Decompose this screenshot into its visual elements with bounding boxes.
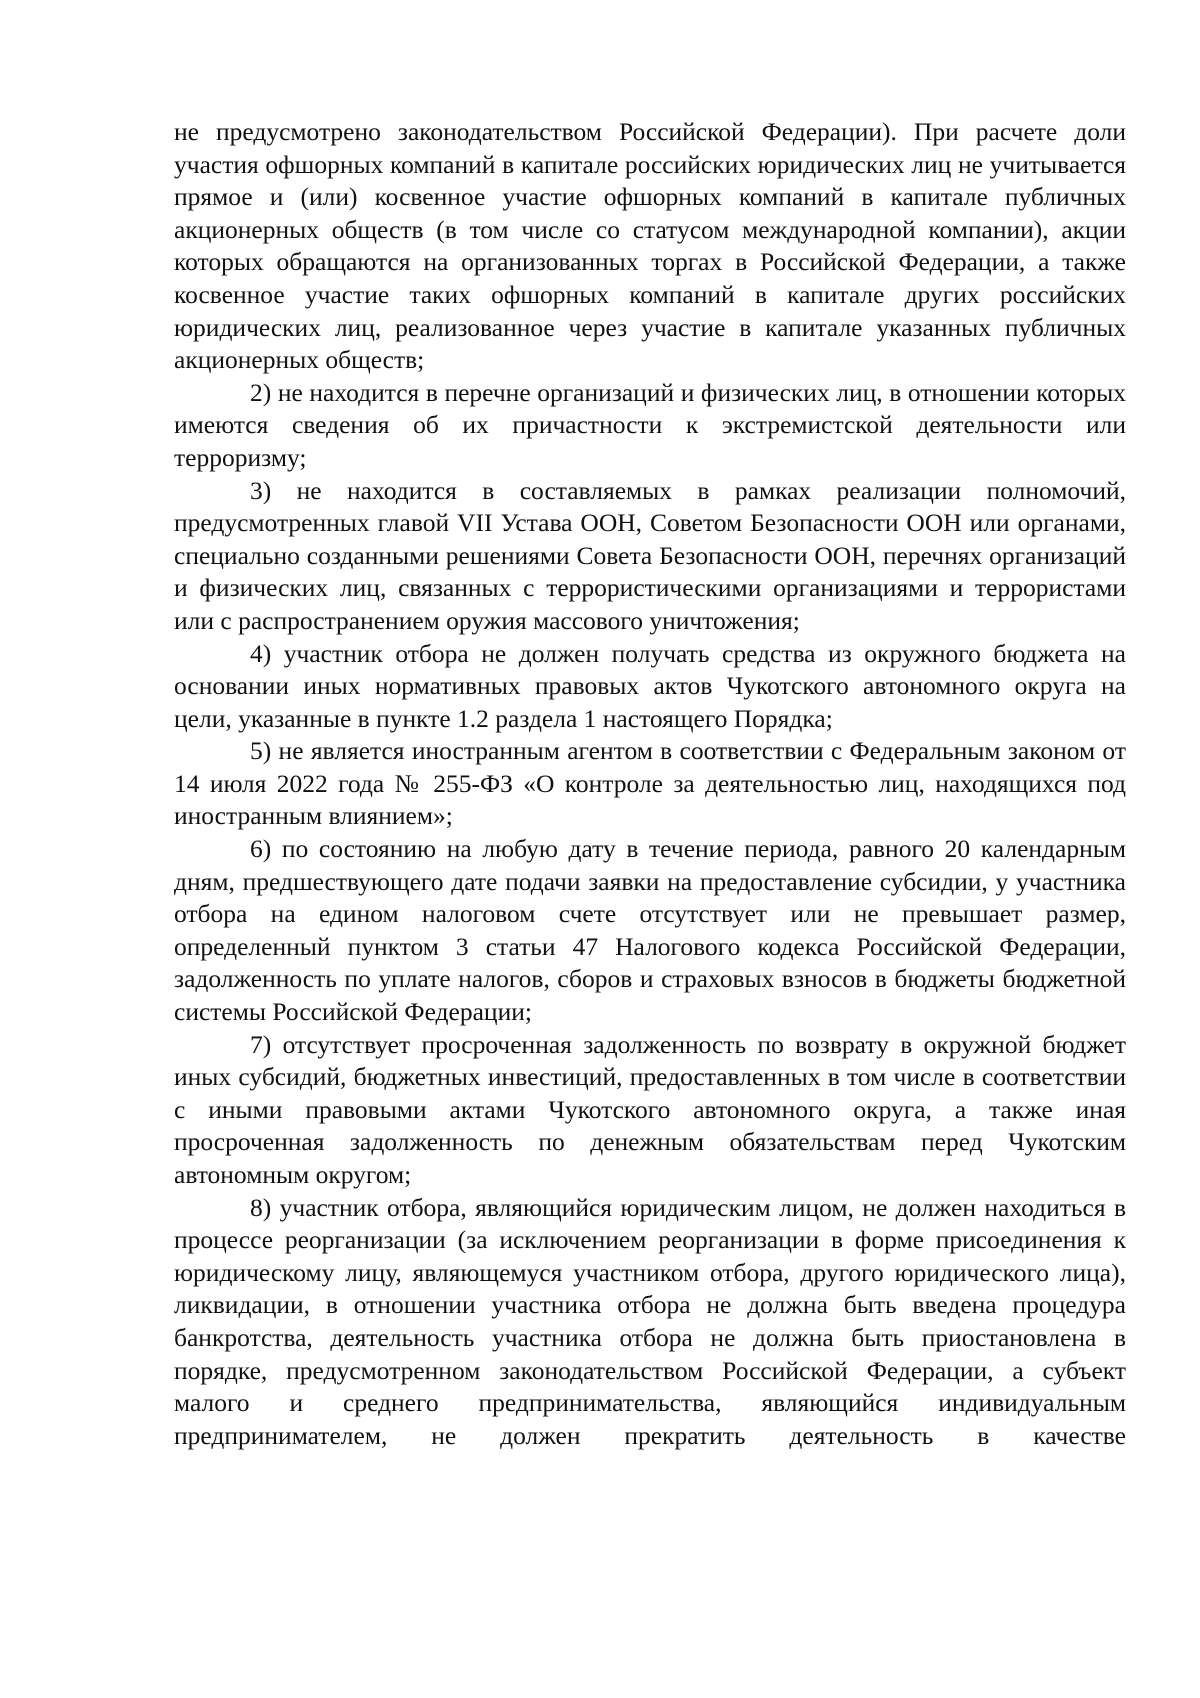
document-page: [174, 116, 1126, 1452]
paragraph-item-7: 7) отсутствует просроченная задолженность по возврату в окружной бюджет иных субсидий, бюджетных инвестиций, предоставленных в том числе в соответствии с иными правовыми актами Чукотского автономного округа, а также иная просроченная задолженность по денежным обязательствам перед Чукотским автономным округом;: [174, 1029, 1126, 1189]
paragraph-continuation: не предусмотрено законодательством Российской Федерации). При расчете доли участия офшорных компаний в капитале российских юридических лиц не учитывается прямое и (или) косвенное участие офшорных компаний в капитале публичных акционерных обществ (в том числе со статусом международной компании), акции которых обращаются на организованных торгах в Российской Федерации, а также косвенное участие таких офшорных компаний в капитале других российских юридических лиц, реализованное через участие в капитале указанных публичных акционерных обществ;: [174, 117, 1126, 375]
paragraph-item-8: 8) участник отбора, являющийся юридическим лицом, не должен находиться в процессе реорганизации (за исключением реорганизации в форме присоединения к юридическому лицу, являющемуся участником отбора, другого юридического лица), ликвидации, в отношении участника отбора не должна быть введена процедура банкротства, деятельность участника отбора не должна быть приостановлена в порядке, предусмотренном законодательством Российской Федерации, а субъект малого и среднего предпринимательства, являющийся индивидуальным предпринимателем, не должен прекратить деятельность в качестве: [174, 1192, 1126, 1450]
paragraph-item-4: 4) участник отбора не должен получать средства из окружного бюджета на основании иных нормативных правовых актов Чукотского автономного округа на цели, указанные в пункте 1.2 раздела 1 настоящего Порядка;: [174, 638, 1126, 733]
paragraph-item-6: 6) по состоянию на любую дату в течение периода, равного 20 календарным дням, предшествующего дате подачи заявки на предоставление субсидии, у участника отбора на едином налоговом счете отсутствует или не превышает размер, определенный пунктом 3 статьи 47 Налогового кодекса Российской Федерации, задолженность по уплате налогов, сборов и страховых взносов в бюджеты бюджетной системы Российской Федерации;: [174, 834, 1126, 1027]
paragraph-item-5: 5) не является иностранным агентом в соответствии с Федеральным законом от 14 июля 2022 года № 255-ФЗ «О контроле за деятельностью лиц, находящихся под иностранным влиянием»;: [174, 736, 1126, 831]
paragraph-item-3: 3) не находится в составляемых в рамках реализации полномочий, предусмотренных главой VII Устава ООН, Советом Безопасности ООН или органами, специально созданными решениями Совета Безопасности ООН, перечнях организаций и физических лиц, связанных с террористическими организациями и террористами или с распространением оружия массового уничтожения;: [174, 475, 1126, 635]
paragraph-item-2: 2) не находится в перечне организаций и физических лиц, в отношении которых имеются сведения об их причастности к экстремистской деятельности или терроризму;: [174, 377, 1126, 472]
